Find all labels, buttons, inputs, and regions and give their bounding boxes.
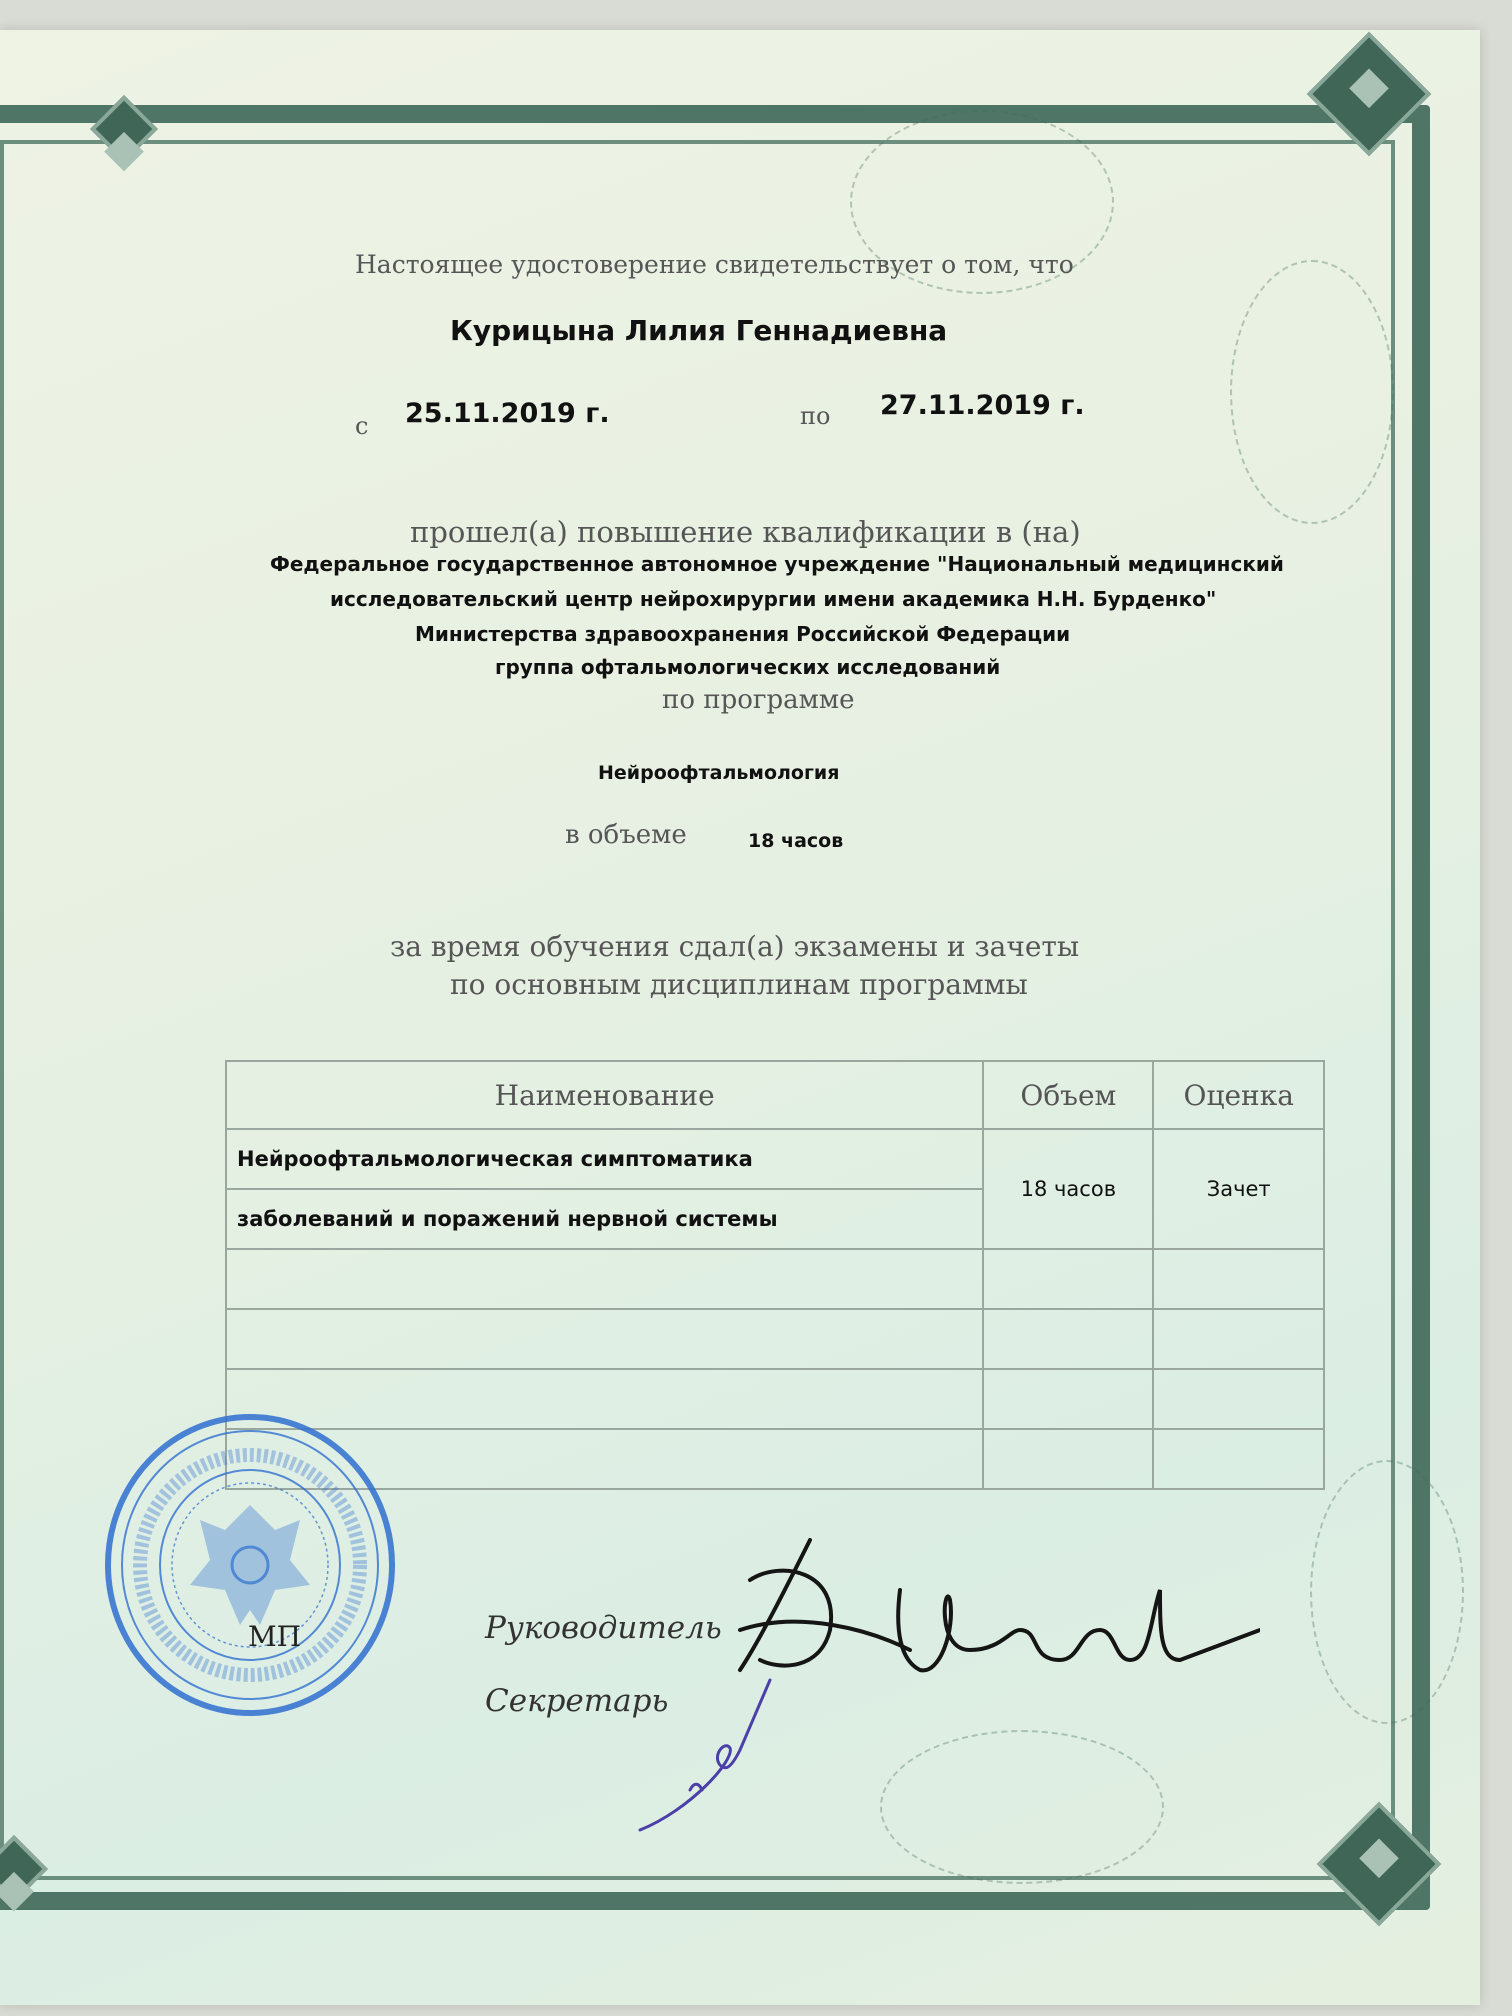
volume-label: в объеме [565,820,687,850]
program-label: по программе [662,685,855,715]
institution-line-2: исследовательский центр нейрохирургии имени академика Н.Н. Бурденко" [330,587,1217,611]
institution-line-3: Министерства здравоохранения Российской Федерации [415,622,1071,646]
exams-line-1: за время обучения сдал(а) экзамены и зачеты [390,930,1080,963]
guilloche-rosette [880,1730,1164,1884]
column-header-grade: Оценка [1153,1061,1324,1129]
director-signature [720,1520,1260,1720]
institution-line-1: Федеральное государственное автономное учреждение "Национальный медицинский [270,552,1284,576]
table-row [226,1129,1324,1189]
table-row-empty [226,1309,1324,1369]
secretary-label: Секретарь [485,1683,669,1719]
column-header-volume: Объем [983,1061,1153,1129]
to-label: по [800,402,831,430]
column-header-name: Наименование [226,1061,983,1129]
qualification-text: прошел(а) повышение квалификации в (на) [410,515,1081,549]
table-row-empty [226,1249,1324,1309]
volume-value: 18 часов [748,830,844,852]
discipline-grade: Зачет [1153,1129,1324,1249]
table-header-row [226,1061,1324,1129]
date-from: 25.11.2019 г. [405,398,610,429]
director-label: Руководитель [485,1610,722,1646]
institution-line-4: группа офтальмологических исследований [495,655,1001,679]
intro-text: Настоящее удостоверение свидетельствует о том, что [355,250,1074,279]
secretary-signature [630,1670,780,1840]
program-name: Нейроофтальмология [598,762,840,784]
guilloche-rosette [1230,260,1394,524]
official-stamp [100,1410,400,1720]
stamp-label: МП [248,1620,302,1653]
discipline-volume: 18 часов [983,1129,1153,1249]
exams-line-2: по основным дисциплинам программы [450,968,1028,1001]
recipient-name: Курицына Лилия Геннадиевна [450,314,948,347]
date-to: 27.11.2019 г. [880,390,1085,421]
discipline-name-line-2: заболеваний и поражений нервной системы [226,1189,983,1249]
from-label: с [355,412,369,440]
guilloche-rosette [1310,1460,1464,1724]
discipline-name-line-1: Нейроофтальмологическая симптоматика [226,1129,983,1189]
